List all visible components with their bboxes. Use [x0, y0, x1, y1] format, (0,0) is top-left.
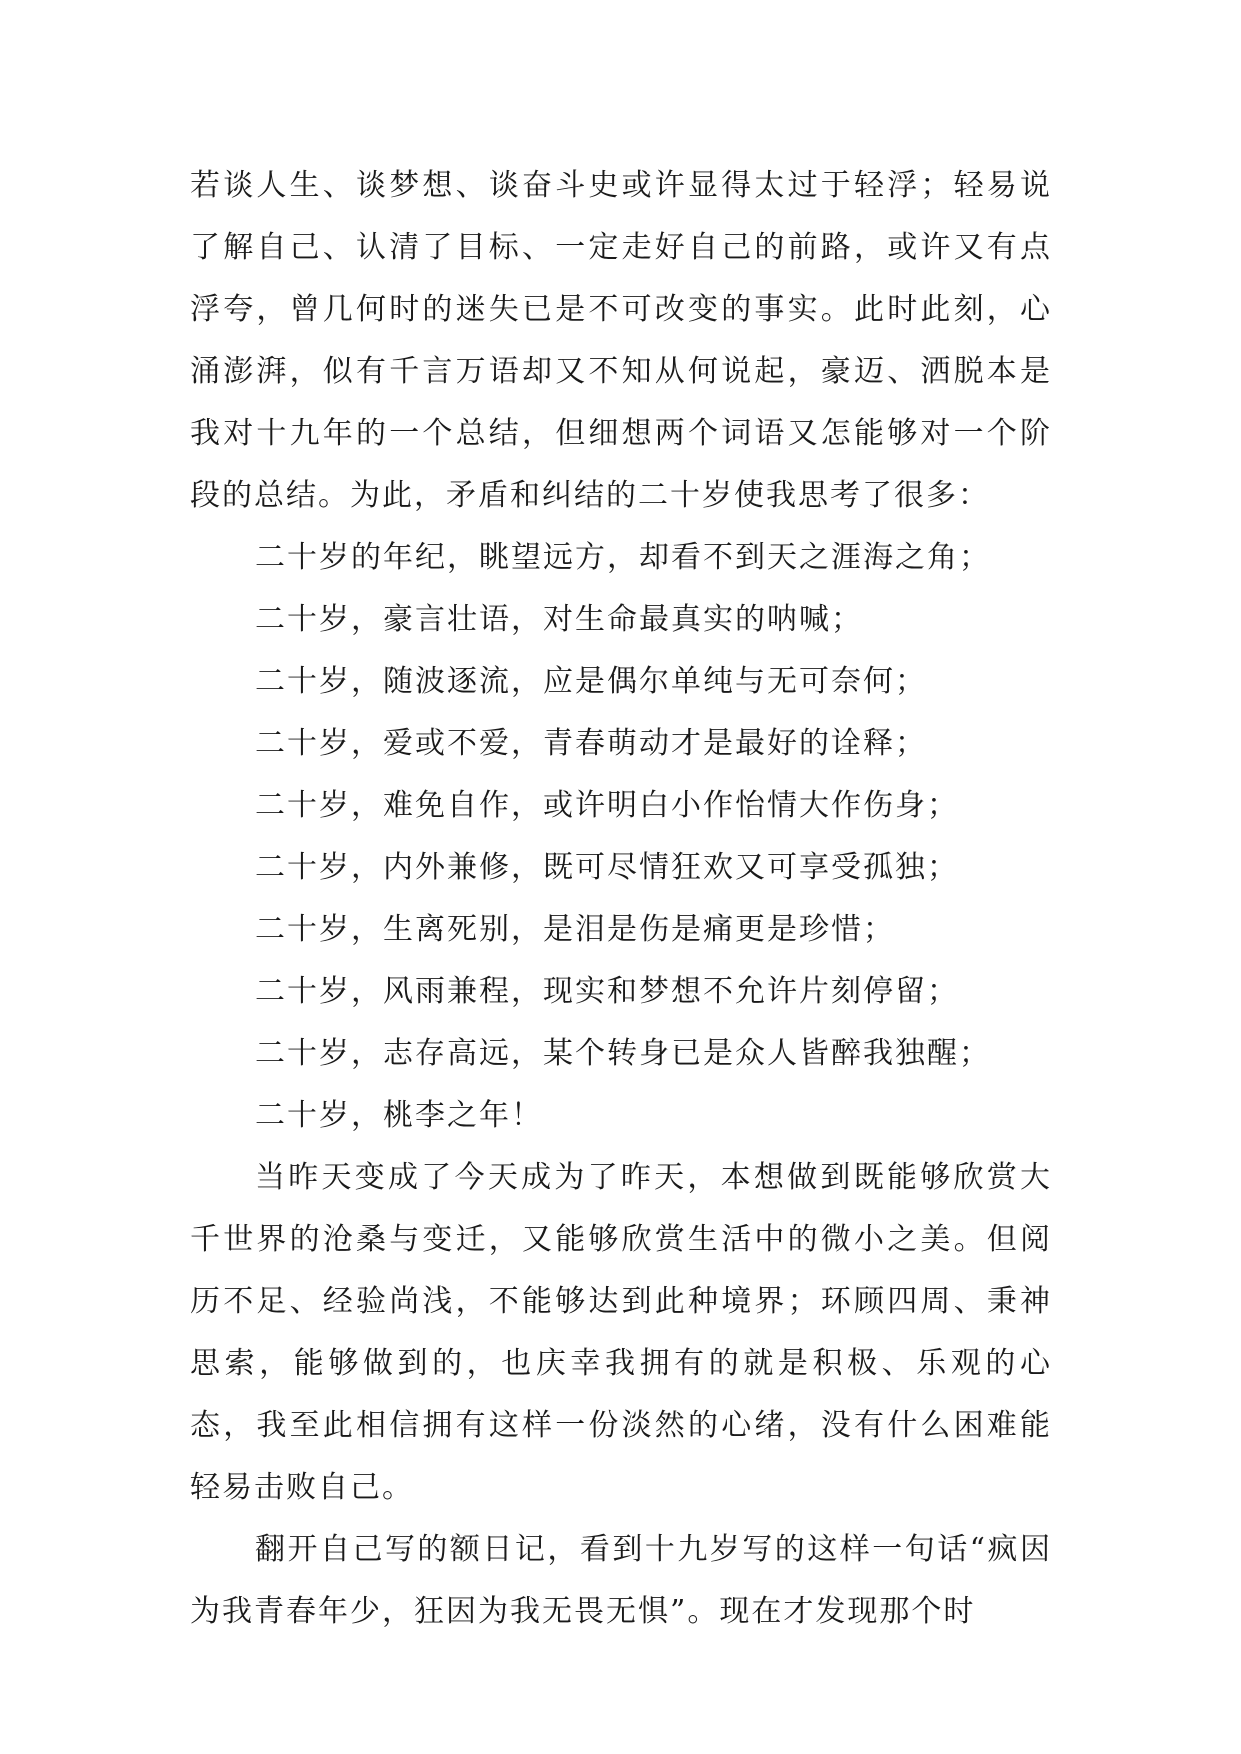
body-paragraph: 当昨天变成了今天成为了昨天，本想做到既能够欣赏大千世界的沧桑与变迁，又能够欣赏生活中的微小之美。但阅历不足、经验尚浅，不能够达到此种境界；环顾四周、秉神思索，能够做到的，也庆幸我拥有的就是积极、乐观的心态，我至此相信拥有这样一份淡然的心绪，没有什么困难能轻易击败自己。 [190, 1160, 1052, 1505]
poem-line: 二十岁，生离死别，是泪是伤是痛更是珍惜； [255, 912, 895, 947]
poem-line: 二十岁，豪言壮语，对生命最真实的呐喊； [255, 602, 863, 637]
poem-line: 二十岁，爱或不爱，青春萌动才是最好的诠释； [255, 726, 927, 761]
poem-line: 二十岁的年纪，眺望远方，却看不到天之涯海之角； [255, 540, 991, 575]
poem-line: 二十岁，内外兼修，既可尽情狂欢又可享受孤独； [255, 850, 959, 885]
poem-line: 二十岁，随波逐流，应是偶尔单纯与无可奈何； [255, 664, 927, 699]
intro-paragraph: 若谈人生、谈梦想、谈奋斗史或许显得太过于轻浮；轻易说了解自己、认清了目标、一定走好自己的前路，或许又有点浮夸，曾几何时的迷失已是不可改变的事实。此时此刻，心涌澎湃，似有千言万语却又不知从何说起，豪迈、洒脱本是我对十九年的一个总结，但细想两个词语又怎能够对一个阶段的总结。为此，矛盾和纠结的二十岁使我思考了很多： [190, 168, 1052, 513]
poem-line: 二十岁，难免自作，或许明白小作怡情大作伤身； [255, 788, 959, 823]
poem-line: 二十岁，风雨兼程，现实和梦想不允许片刻停留； [255, 974, 959, 1009]
article-body [190, 155, 1052, 1643]
body-paragraph: 翻开自己写的额日记，看到十九岁写的这样一句话“疯因为我青春年少，狂因为我无畏无惧”。现在才发现那个时 [190, 1532, 1052, 1629]
poem-line: 二十岁，桃李之年！ [255, 1098, 543, 1133]
poem-line: 二十岁，志存高远，某个转身已是众人皆醉我独醒； [255, 1036, 991, 1071]
